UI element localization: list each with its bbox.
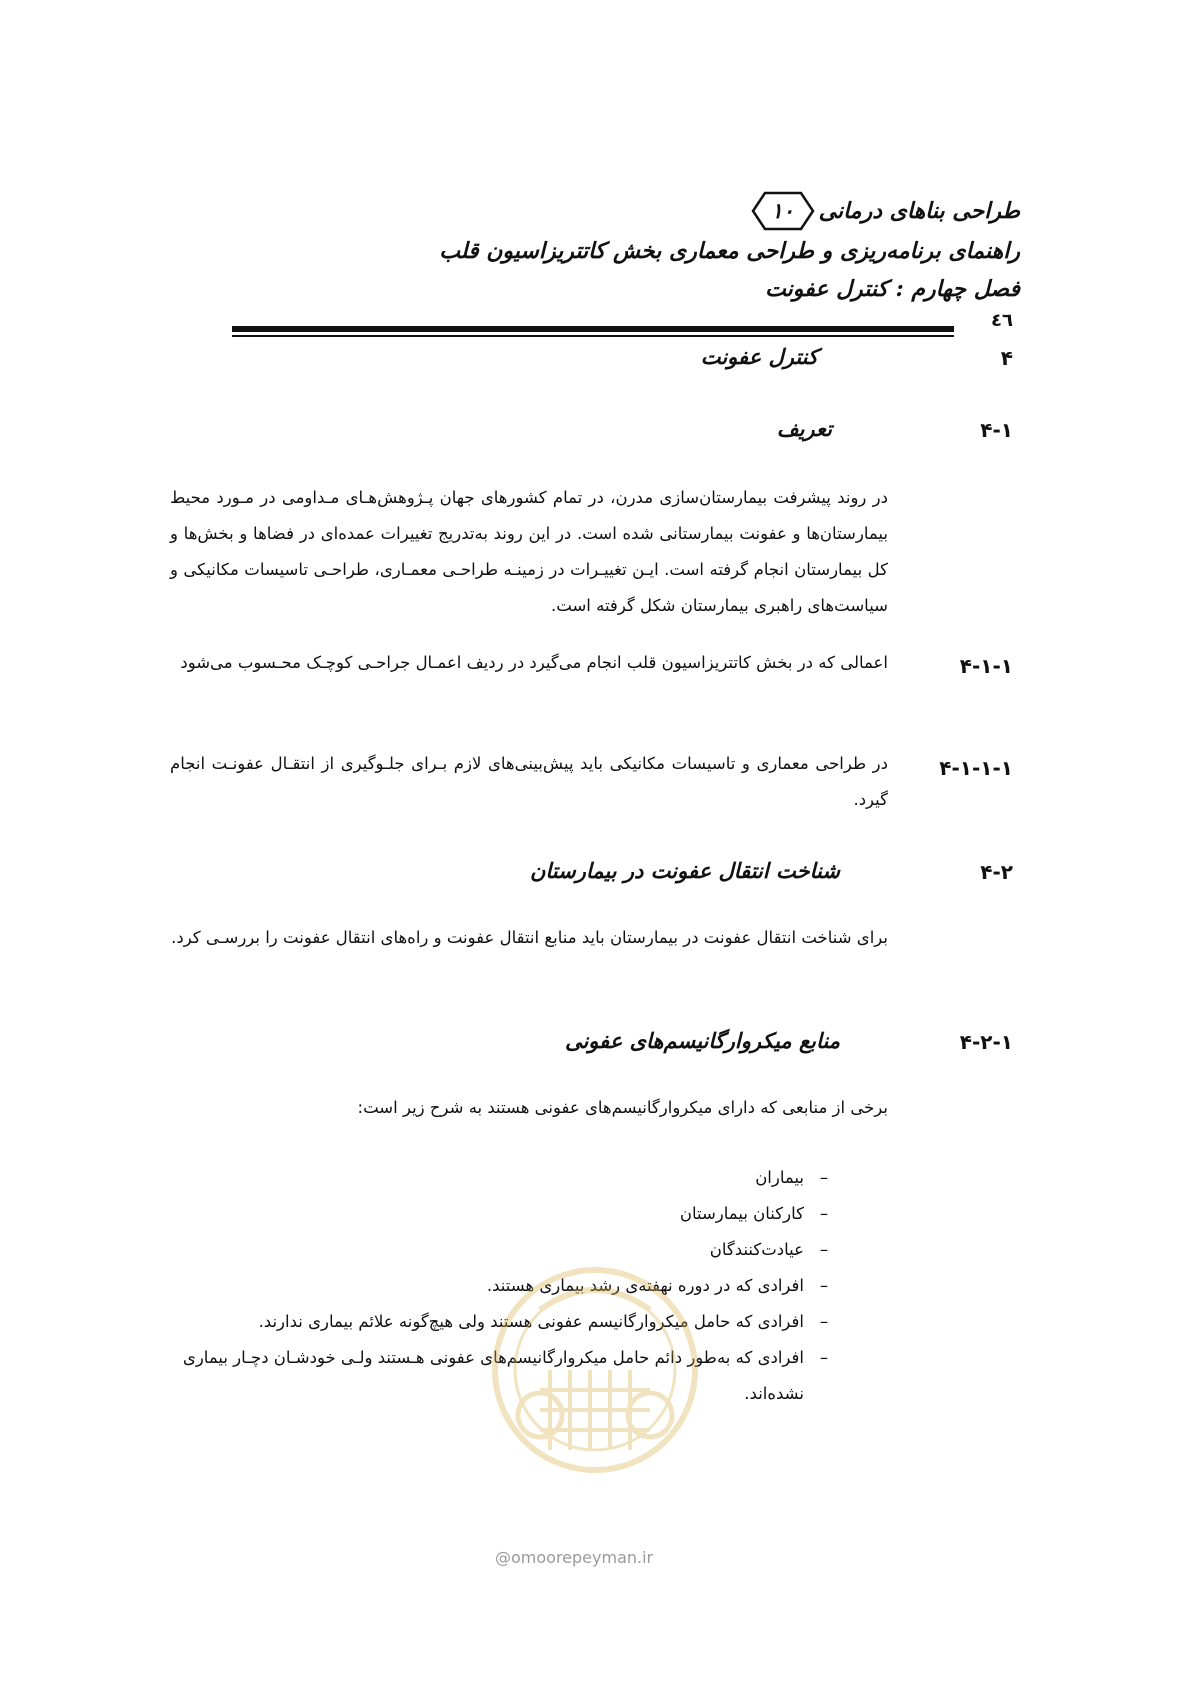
list-item-text: بیماران: [755, 1168, 804, 1187]
section-title: منابع میکروارگانیسم‌های عفونی: [564, 1028, 840, 1053]
header-rule: [232, 326, 954, 337]
bullet-dash: –: [819, 1240, 829, 1259]
bullet-dash: –: [819, 1168, 829, 1187]
list-item-text: افرادی که حامل میکروارگانیسم عفونی هستند ولی هیچ‌گونه علائم بیماری ندارند.: [258, 1312, 804, 1331]
chapter-title: فصل چهارم : کنترل عفونت: [765, 276, 1020, 302]
list-item-text: افرادی که در دوره نهفته‌ی رشد بیماری هستند.: [486, 1276, 804, 1295]
list-item: [170, 1196, 844, 1232]
list-item-text: افرادی که به‌طور دائم حامل میکروارگانیسم‌های عفونی هـستند ولـی خودشـان دچـار بیماری نشده‌اند.: [182, 1348, 804, 1403]
section-number: ۴-۱-۱-۱: [939, 756, 1013, 780]
paragraph: برای شناخت انتقال عفونت در بیمارستان باید منابع انتقال عفونت و راه‌های انتقال عفونت را بررسـی کرد.: [171, 928, 888, 947]
page-number: ٤٦: [991, 310, 1013, 331]
document-subtitle: راهنمای برنامه‌ریزی و طراحی معماری بخش کاتتریزاسیون قلب: [439, 238, 1020, 264]
volume-number: ۱۰: [771, 198, 794, 223]
book-title-line: [751, 190, 1020, 232]
paragraph: اعمالی که در بخش کاتتریزاسیون قلب انجام می‌گیرد در ردیف اعمـال جراحـی کوچـک محـسوب می‌شود: [180, 653, 888, 672]
paragraph: برخی از منابعی که دارای میکروارگانیسم‌های عفونی هستند به شرح زیر است:: [357, 1098, 888, 1117]
watermark-url: @omoorepeyman.ir: [495, 1548, 654, 1567]
book-title: طراحی بناهای درمانی: [818, 198, 1020, 224]
section-number: ۴-۲: [980, 860, 1013, 884]
paragraph: در روند پیشرفت بیمارستان‌سازی مدرن، در تمام کشورهای جهان پـژوهش‌هـای مـداومی در مـورد محیط بیمارستان‌ها و عفونت بیمارستانی شده است. در این روند به‌تدریج تغییرات عمده‌ای در فضاها و بخش‌ها و کل بیمارستان انجام گرفته است. ایـن تغییـرات در زمینـه طراحـی معمـاری، طراحـی تاسیسات مکانیکی و سیاست‌های راهبری بیمارستان شکل گرفته است.: [170, 488, 888, 615]
section-number: ۴: [1000, 346, 1013, 370]
bullet-dash: –: [819, 1276, 829, 1295]
bullet-dash: –: [819, 1204, 829, 1223]
section-number: ۴-۲-۱: [959, 1030, 1013, 1054]
paragraph: در طراحی معماری و تاسیسات مکانیکی باید پیش‌بینی‌های لازم بـرای جلـوگیری از انتقـال عفونـت انجام گیرد.: [170, 754, 888, 809]
watermark-logo-icon: [480, 1250, 710, 1530]
section-number: ۴-۱: [980, 418, 1013, 442]
section-title: کنترل عفونت: [700, 344, 818, 369]
list-item-text: کارکنان بیمارستان: [679, 1204, 804, 1223]
list-item: [170, 1160, 844, 1196]
bullet-dash: –: [819, 1348, 829, 1367]
section-title: شناخت انتقال عفونت در بیمارستان: [529, 858, 840, 883]
section-number: ۴-۱-۱: [959, 654, 1013, 678]
bullet-dash: –: [819, 1312, 829, 1331]
volume-badge: [751, 190, 815, 232]
list-item-text: عیادت‌کنندگان: [709, 1240, 804, 1259]
section-title: تعریف: [776, 416, 832, 441]
